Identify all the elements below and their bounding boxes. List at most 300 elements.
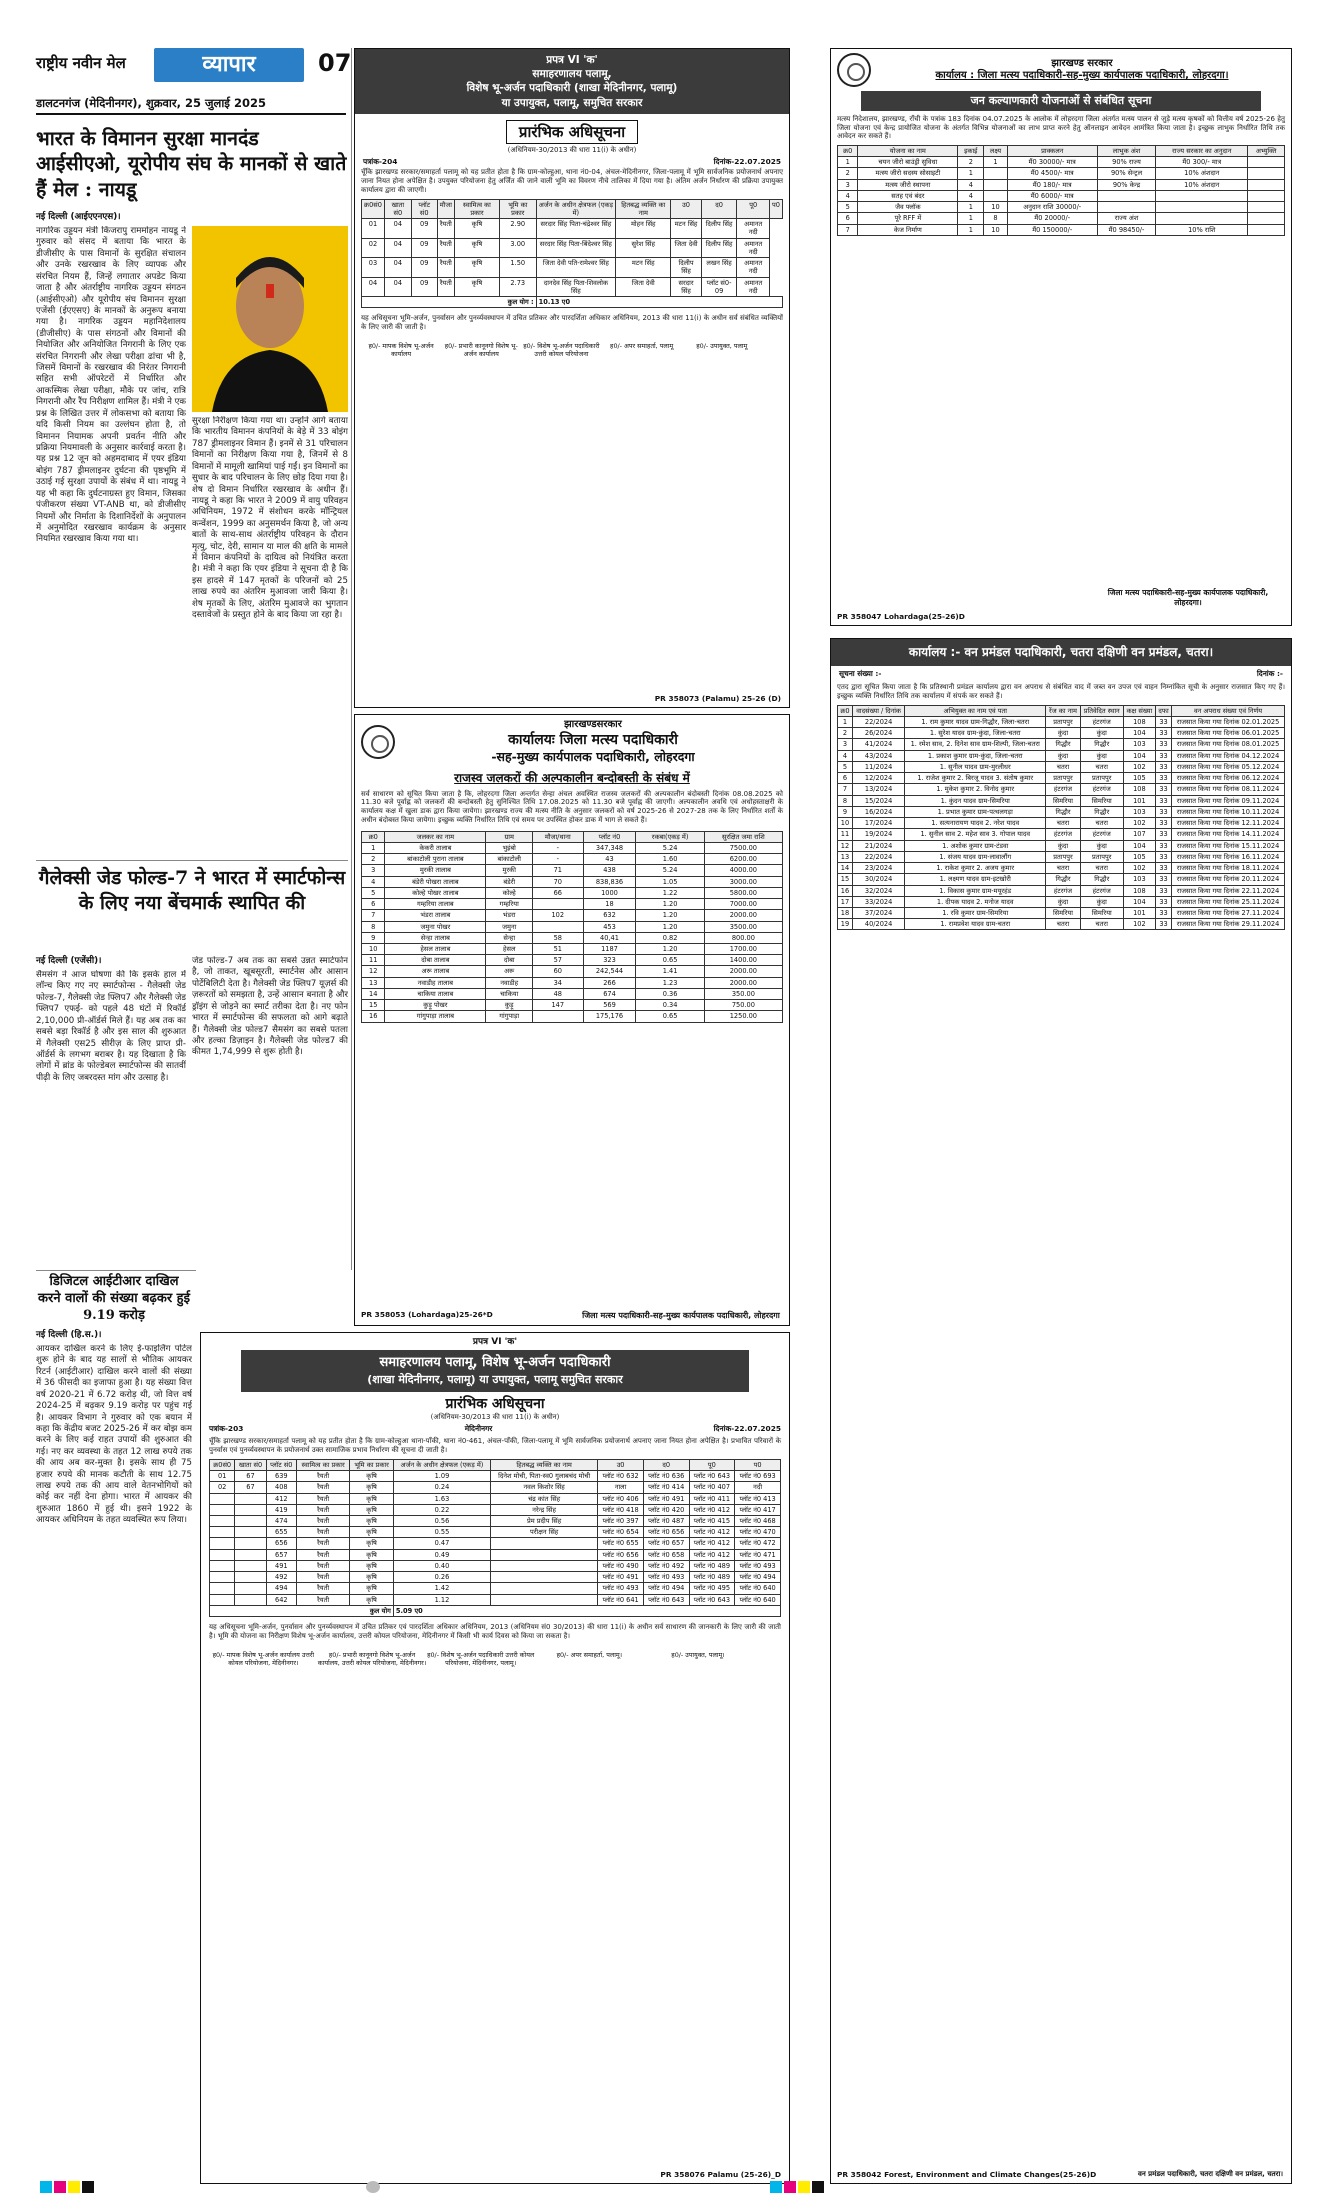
table-cell: प्लॉट नं0 414: [643, 1482, 689, 1493]
table-cell: 04: [362, 277, 385, 296]
story1-col1: नागरिक उड्डयन मंत्री किंजरापु राममोहन नायडू ने गुरुवार को संसद में बताया कि भारत के डीजीसीए के पास विमानों के सुरक्षित संचालन और उनके रखरखाव के लिए व्यापक और संरचित नियम हैं, जिन्हें लगातार अपडेट किया जाता है और अंतर्राष्ट्रीय नागरिक उड्डयन संगठन (आईसीएओ) और यूरोपीय संघ विमानन सुरक्षा एजेंसी (ईएएसए) के मानकों के अनुरूप बनाया गया है। नागरिक उड्डयन महानिदेशालय (डीजीसीए) के पास संगठनों और विमानों की नियोजित और अनियोजित निगरानी के लिए एक संरचित निगरानी और लेखा परीक्षा ढांचा भी है, जिसमें विमानों के रखरखाव की निरंतर निगरानी सहित सभी ऑपरेटरों में निर्धारित और आकस्मिक लेखा परीक्षा, मौके पर जांच, रात्रि निगरानी और रैंप निरीक्षण शामिल हैं। मंत्री ने एक प्रश्न के लिखित उत्तर में लोकसभा को बताया कि यदि किसी नियम का उल्लंघन होता है, तो विमानन नियामक अपनी प्रवर्तन नीति और प्रक्रिया नियमावली के अनुसार कार्रवाई करता है। यह प्रश्न 12 जून को अहमदाबाद में एयर इंडिया बोइंग 787 ड्रीमलाइनर दुर्घटना की पृष्ठभूमि में उठाई गई सुरक्षा उपायों के संबंध में था। नायडू ने यह भी कहा कि दुर्घटनाग्रस्त हुए विमान, जिसका पंजीकरण संख्या VT-ANB था, को डीजीसीए नियमों और निर्माता के दिशानिर्देशों के अनुपालन में अनुमोदित रखरखाव कार्यक्रम के अनुसार नियमित रखरखाव किया गया था।: [36, 226, 186, 545]
table-cell: [235, 1583, 266, 1594]
table-cell: कृषि: [350, 1504, 394, 1515]
table-cell: 15/2024: [852, 795, 904, 806]
table-cell: 9: [362, 932, 385, 943]
palamu-notice-top: [354, 48, 790, 708]
table-cell: नदी: [735, 1482, 781, 1493]
table-cell: 1: [838, 157, 858, 168]
table-cell: 51: [533, 943, 583, 954]
form-label: प्रपत्र VI 'क': [546, 54, 598, 66]
table-cell: मैं0 150000/-: [1007, 224, 1097, 235]
column-header: प0: [735, 1459, 781, 1470]
table-cell: 5.24: [636, 842, 704, 853]
table-cell: कुंदा: [1080, 840, 1123, 851]
table-cell: 90% राज्य: [1097, 157, 1155, 168]
story3-byline: नई दिल्ली (हि.स.)।: [36, 1330, 102, 1340]
table-cell: जिता देवी पति-रामेश्वर सिंह: [536, 258, 615, 277]
table-cell: 1. सुनील साव 2. महेश साव 3. गोपाल यादव: [905, 829, 1046, 840]
column-header: लक्ष्य: [984, 146, 1007, 157]
table-row: [838, 863, 1285, 874]
government-name: झारखण्डसरकार: [564, 719, 622, 730]
table-cell: चतरा: [1046, 863, 1081, 874]
table-row: [362, 219, 783, 238]
table-cell: 5.24: [636, 865, 704, 876]
table-cell: हंटरगंज: [1080, 784, 1123, 795]
table-cell: 105: [1123, 773, 1155, 784]
table-cell: हंटरगंज: [1046, 784, 1081, 795]
total-value: 5.09 ए0: [393, 1605, 780, 1616]
table-cell: कोल्हे: [486, 887, 533, 898]
table-cell: कृषि: [350, 1560, 394, 1571]
table-cell: 1: [958, 213, 984, 224]
table-cell: कुंदा: [1046, 728, 1081, 739]
table-cell: राजसात किया गया दिनांक 15.11.2024: [1172, 840, 1285, 851]
table-cell: हंटरगंज: [1046, 885, 1081, 896]
table-cell: परीक्षन सिंह: [491, 1527, 598, 1538]
notice-body: मत्स्य निदेशालय, झारखण्ड, राँची के पत्रांक 183 दिनांक 04.07.2025 के आलोक में लोहरदगा जिला अंतर्गत मत्स्य पालन से जुड़े मत्स्य कृषकों को वित्तीय वर्ष 2025-26 हेतु जिला योजना एवं केन्द्र प्रायोजित योजना के अंतर्गत विभिन्न योजनाओं का लाभ प्राप्त करने हेतु ऑनलाइन आवेदन आमंत्रित किया जाता है। इच्छुक लाभुक निर्धारित तिथि तक आवेदन कर सकते हैं।: [837, 114, 1285, 141]
land-table: [209, 1459, 781, 1617]
table-cell: 33: [1155, 863, 1171, 874]
officer-name: विशेष भू-अर्जन पदाधिकारी (शाखा मेदिनीनगर, पलामू): [466, 82, 678, 95]
table-cell: 10% राशि: [1156, 224, 1248, 235]
column-header: द0: [643, 1459, 689, 1470]
table-cell: [210, 1549, 235, 1560]
table-cell: प्लॉट नं0 493: [598, 1583, 644, 1594]
table-cell: कुंदा: [1046, 840, 1081, 851]
table-cell: कुंदा: [1080, 896, 1123, 907]
table-cell: 4000.00: [704, 865, 782, 876]
table-cell: [1156, 213, 1248, 224]
table-cell: 1. रवि कुमार ग्राम-सिमरिया: [905, 907, 1046, 918]
table-row: [210, 1549, 781, 1560]
table-cell: 33: [1155, 896, 1171, 907]
dateline: डालटनगंज (मेदिनीनगर), शुक्रवार, 25 जुलाई 2025: [36, 96, 346, 115]
table-row: [362, 932, 783, 943]
table-cell: 33: [1155, 818, 1171, 829]
table-cell: 04: [384, 238, 411, 257]
table-cell: 266: [583, 977, 636, 988]
table-cell: 4: [838, 750, 853, 761]
government-name: झारखण्ड सरकार: [1051, 57, 1113, 69]
table-cell: गिद्धौर: [1080, 874, 1123, 885]
jharkhand-emblem-icon: [837, 53, 871, 87]
table-row: [210, 1538, 781, 1549]
table-cell: प्रतापपुर: [1046, 773, 1081, 784]
table-cell: 242,544: [583, 966, 636, 977]
table-cell: गम्हरिया: [486, 899, 533, 910]
table-cell: प्लॉट नं0 656: [598, 1549, 644, 1560]
table-cell: 3000.00: [704, 876, 782, 887]
signature: ह0/- अपर समाहर्ता, पलामू।: [556, 1650, 623, 1659]
table-row: [838, 773, 1285, 784]
column-header: राज्य सरकार का अनुदान: [1156, 146, 1248, 157]
table-cell: 3.00: [499, 238, 536, 257]
table-cell: [491, 1572, 598, 1583]
table-cell: 101: [1123, 795, 1155, 806]
registration-dot: [366, 2181, 380, 2193]
office-name: कार्यालय :- वन प्रमंडल पदाधिकारी, चतरा दक्षिणी वन प्रमंडल, चतरा।: [831, 639, 1291, 666]
table-row: [362, 842, 783, 853]
table-cell: 1.05: [636, 876, 704, 887]
table-row: [362, 899, 783, 910]
table-cell: 7000.00: [704, 899, 782, 910]
table-cell: 16: [838, 885, 853, 896]
table-cell: राजसात किया गया दिनांक 06.01.2025: [1172, 728, 1285, 739]
table-cell: [1248, 213, 1285, 224]
table-cell: 10% अंशदान: [1156, 168, 1248, 179]
table-cell: 101: [1123, 907, 1155, 918]
table-cell: प्लॉट नं0 490: [598, 1560, 644, 1571]
table-cell: गिद्धौर: [1080, 806, 1123, 817]
table-cell: 13/2024: [852, 784, 904, 795]
table-cell: 2: [838, 168, 858, 179]
table-cell: 19: [838, 919, 853, 930]
signature: ह0/- अपर समाहर्ता, पलामू: [610, 341, 674, 350]
notice-title: प्रारंभिक अधिसूचना: [506, 120, 638, 145]
table-cell: कृषि: [350, 1471, 394, 1482]
column-header: मौजा/थाना: [533, 831, 583, 842]
table-cell: मत्स्य जीरो सदस्य सोसाइटी: [858, 168, 958, 179]
table-cell: 21/2024: [852, 840, 904, 851]
table-cell: अमानत नदी: [737, 258, 770, 277]
table-cell: [210, 1527, 235, 1538]
table-cell: 347,348: [583, 842, 636, 853]
table-cell: 103: [1123, 806, 1155, 817]
table-cell: 1.42: [393, 1583, 490, 1594]
pr-code: PR 358076 Palamu (25-26)_D: [660, 2169, 781, 2179]
table-cell: 474: [266, 1516, 296, 1527]
table-cell: कृषि: [350, 1538, 394, 1549]
table-row: [210, 1482, 781, 1493]
table-cell: 0.24: [393, 1482, 490, 1493]
table-cell: केकरी तालाब: [385, 842, 486, 853]
table-cell: 4: [362, 876, 385, 887]
notice-place: मेदिनीनगर: [464, 1424, 493, 1434]
notice-title: जन कल्याणकारी योजनाओं से संबंधित सूचना: [861, 91, 1261, 111]
table-cell: 5800.00: [704, 887, 782, 898]
table-cell: 4: [838, 190, 858, 201]
table-row: [362, 977, 783, 988]
table-cell: 102: [1123, 818, 1155, 829]
table-cell: चाकिया तालाब: [385, 988, 486, 999]
table-cell: 108: [1123, 716, 1155, 727]
table-cell: 33: [1155, 773, 1171, 784]
notice-date: दिनांक-22.07.2025: [713, 1424, 781, 1434]
table-cell: 5: [362, 887, 385, 898]
table-cell: प्रतापपुर: [1080, 773, 1123, 784]
table-row: [362, 865, 783, 876]
story2-headline: गैलेक्सी जेड फोल्ड-7 ने भारत में स्मार्टफोन्स के लिए नया बेंचमार्क स्थापित की: [38, 867, 346, 914]
column-header: स्वामित्व का प्रकार: [296, 1459, 349, 1470]
notice-footer: यह अधिसूचना भूमि-अर्जन, पुनर्वासन और पुनर्व्यवस्थापन में उचित प्रतिकर एवं पारदर्शिता अधिकार अधिनियम, 2013 (अधिनियम सं0 30/2013) की धारा 11(i) के अधीन सर्व साधारण की जानकारी के लिए जारी की जाती है। भूमि की योजना का निरीक्षण विशेष भू-अर्जन कार्यालय, उत्तरी कोयल परियोजना, मेदिनीनगर में किसी भी कार्य दिवस को किया जा सकता है।: [209, 1623, 781, 1640]
table-cell: चतरा: [1080, 863, 1123, 874]
table-cell: प्रेम प्रदीप सिंह: [491, 1516, 598, 1527]
sub-office: या उपायुक्त, पलामू, समुचित सरकार: [501, 96, 643, 109]
table-cell: भंडरा तालाब: [385, 910, 486, 921]
section-tag: व्यापार: [154, 48, 304, 82]
story2-col2: जेड फोल्ड-7 अब तक का सबसे उन्नत स्मार्टफोन है, जो ताकत, खूबसूरती, स्मार्टनेस और आसान पोर्टेबिलिटी देता है। गैलेक्सी जेड फ्लिप7 यूज़र्स की ज़रूरतों को समझता है, उन्हें आसान बनाता है और ड्रॉइंग से जोड़ने का स्मार्ट तरीका देता है। नए फोन भारत में स्मार्टफोन्स की सफलता को आगे बढ़ाते हैं। गैलेक्सी जेड फोल्ड7 सैमसंग का सबसे पतला और हल्का डिज़ाइन है। गैलेक्सी जेड फोल्ड7 की कीमत 1,74,999 से शुरू होती है।: [192, 956, 348, 1058]
table-row: [838, 919, 1285, 930]
table-cell: कृषि: [350, 1493, 394, 1504]
registration-swatch: [812, 2181, 824, 2193]
table-cell: कुंदा: [1080, 728, 1123, 739]
table-cell: हेसल: [486, 943, 533, 954]
forest-division-notice: [830, 638, 1292, 2184]
fisheries-schemes-notice: [830, 48, 1292, 626]
table-cell: प्लॉट नं0 632: [598, 1471, 644, 1482]
table-cell: 655: [266, 1527, 296, 1538]
table-cell: 108: [1123, 784, 1155, 795]
table-cell: चतरा: [1080, 818, 1123, 829]
table-cell: 90% केन्द्र: [1097, 179, 1155, 190]
table-cell: 90% सेन्ट्रल: [1097, 168, 1155, 179]
table-cell: [533, 921, 583, 932]
table-cell: 0.65: [636, 1011, 704, 1022]
table-cell: प्लॉट नं0 487: [643, 1516, 689, 1527]
notice-body: चूँकि झारखण्ड सरकार/समाहर्ता पलामू को यह प्रतीत होता है कि ग्राम-कोल्हुआ थाना-पाँकी, थाना नं0-461, अंचल-पाँकी, जिला-पलामू में भूमि सार्वजनिक प्रयोजनार्थ अपनाए जाना नियत होना अपेक्षित है। प्रभावित परिवारों के पुनर्वास एवं पुनर्व्यवस्थापन के प्रयोजनार्थ उक्त सामाजिक प्रभाव निर्धारण की सूचना दी जाती है।: [209, 1437, 781, 1455]
signature: ह0/- विशेष भू-अर्जन पदाधिकारी उत्तरी कोयल परियोजना, मेदिनीनगर, पलामू।: [427, 1650, 535, 1667]
table-cell: प्लॉट नं0 412: [689, 1527, 735, 1538]
table-cell: 656: [266, 1538, 296, 1549]
table-cell: गिद्धौर: [1046, 739, 1081, 750]
table-cell: प्रतापपुर: [1046, 851, 1081, 862]
table-cell: [1097, 190, 1155, 201]
table-row: [838, 761, 1285, 772]
story1-headline: भारत के विमानन सुरक्षा मानदंड आईसीएओ, यूरोपीय संघ के मानकों से खाते हैं मेल : नायडू: [36, 127, 347, 201]
divider: [36, 860, 348, 861]
table-cell: रैयती: [296, 1594, 349, 1605]
table-cell: प्लॉट नं0 491: [598, 1572, 644, 1583]
table-cell: 1.60: [636, 854, 704, 865]
table-cell: 8: [838, 795, 853, 806]
table-row: [838, 784, 1285, 795]
table-cell: प्लॉट नं0 658: [643, 1549, 689, 1560]
table-cell: 12: [362, 966, 385, 977]
table-cell: 7: [838, 784, 853, 795]
table-cell: सतह एवं बंदर: [858, 190, 958, 201]
column-header: प्लॉट नं0: [583, 831, 636, 842]
table-cell: 569: [583, 1000, 636, 1011]
table-cell: राजसात किया गया दिनांक 14.11.2024: [1172, 829, 1285, 840]
table-cell: 33: [1155, 795, 1171, 806]
column-header: हितबद्ध व्यक्ति का नाम: [616, 199, 671, 218]
table-cell: प्लॉट नं0 643: [689, 1471, 735, 1482]
table-row: [838, 818, 1285, 829]
table-row: [362, 943, 783, 954]
table-cell: 5: [838, 761, 853, 772]
pr-code: PR 358042 Forest, Environment and Climate Changes(25-26)D: [837, 2169, 1097, 2179]
table-cell: सरदार सिंह पिता-बिंदेश्वर सिंह: [536, 238, 615, 257]
table-cell: 33: [1155, 840, 1171, 851]
notice-title: राजस्व जलकरों की अल्पकालीन बन्दोबस्ती के संबंध में: [454, 770, 690, 785]
table-cell: 102: [533, 910, 583, 921]
table-cell: 33: [1155, 907, 1171, 918]
table-cell: अमानत नदी: [737, 277, 770, 296]
table-cell: प्रतापपुर: [1080, 851, 1123, 862]
story1-photo: [192, 226, 348, 412]
table-cell: राजसात किया गया दिनांक 08.11.2024: [1172, 784, 1285, 795]
table-cell: [235, 1594, 266, 1605]
table-cell: प्लॉट नं0 417: [735, 1504, 781, 1515]
table-row: [362, 910, 783, 921]
column-header: रेंज का नाम: [1046, 705, 1081, 716]
table-cell: प्लॉट नं0 420: [643, 1504, 689, 1515]
column-header: लाभुक अंश: [1097, 146, 1155, 157]
table-cell: 1: [362, 842, 385, 853]
table-cell: 147: [533, 1000, 583, 1011]
table-cell: 66: [533, 887, 583, 898]
table-cell: गिद्धौर: [1046, 806, 1081, 817]
table-cell: 1: [958, 202, 984, 213]
signatory: जिला मत्स्य पदाधिकारी-सह-मुख्य कार्यपालक पदाधिकारी, लोहरदगा: [582, 1311, 780, 1320]
table-cell: बांकाटोली: [486, 854, 533, 865]
table-cell: 70: [533, 876, 583, 887]
column-header: क्र0: [838, 705, 853, 716]
table-cell: रैयती: [296, 1549, 349, 1560]
page-number: 07: [318, 49, 352, 77]
office-subtitle: -सह-मुख्य कार्यपालक पदाधिकारी, लोहरदगा: [491, 749, 695, 764]
table-cell: 1.63: [393, 1493, 490, 1504]
table-cell: [1156, 190, 1248, 201]
table-cell: 6200.00: [704, 854, 782, 865]
table-cell: [210, 1504, 235, 1515]
table-cell: रैयती: [437, 258, 454, 277]
table-cell: 33: [1155, 739, 1171, 750]
office-name: समाहरणालय पलामू, विशेष भू-अर्जन पदाधिकारी: [379, 1355, 611, 1371]
table-row: [210, 1583, 781, 1594]
table-cell: 0.56: [393, 1516, 490, 1527]
story2-byline: नई दिल्ली (एजेंसी)।: [36, 956, 102, 966]
table-cell: [210, 1560, 235, 1571]
table-cell: 10: [362, 943, 385, 954]
table-cell: 23/2024: [852, 863, 904, 874]
table-cell: [235, 1572, 266, 1583]
table-cell: 1.22: [636, 887, 704, 898]
signature: ह0/- उपायुक्त, पलामू: [696, 341, 748, 350]
table-cell: केज निर्माण: [858, 224, 958, 235]
table-cell: प्लॉट नं0 640: [735, 1583, 781, 1594]
table-cell: 33: [1155, 716, 1171, 727]
table-row: [838, 750, 1285, 761]
table-cell: 1: [958, 224, 984, 235]
table-cell: बंडेरी पोखरा तालाब: [385, 876, 486, 887]
table-row: [362, 955, 783, 966]
table-row: [838, 179, 1285, 190]
table-cell: सिमरिया: [1080, 795, 1123, 806]
table-cell: 0.40: [393, 1560, 490, 1571]
table-cell: 175,176: [583, 1011, 636, 1022]
table-cell: 494: [266, 1583, 296, 1594]
table-cell: राजसात किया गया दिनांक 20.11.2024: [1172, 874, 1285, 885]
table-cell: चंद्र कांत सिंह: [491, 1493, 598, 1504]
act-reference: (अधिनियम-30/2013 की धारा 11(i) के अधीन): [507, 146, 637, 155]
table-cell: प्लॉट नं0 471: [735, 1549, 781, 1560]
office-name: समाहरणालय पलामू,: [532, 68, 612, 81]
table-cell: 17/2024: [852, 818, 904, 829]
table-cell: [1248, 168, 1285, 179]
story2-col1: सैमसंग ने आज घोषणा की कि इसके हाल में लॉन्च किए गए नए स्मार्टफोन्स - गैलेक्सी जेड फोल्ड-7, गैलेक्सी जेड फ्लिप7 और गैलेक्सी जेड फ्लिप7 एफई- को पहले 48 घंटों में रिकॉर्ड 2,10,000 प्री-ऑर्डर्स मिले हैं। यह अब तक का सबसे बड़ा रिकॉर्ड है और इस साल की शुरुआत में गैलेक्सी एस25 सीरीज़ के लिए प्राप्त प्री-ऑर्डर्स के लगभग बराबर है। यह दिखाता है कि लोगों में ब्रांड के फोल्डेबल स्मार्टफोन्स की सातवीं पीढ़ी के लिए जबरदस्त मांग और उत्साह है।: [36, 970, 186, 1083]
table-cell: 10% अंशदान: [1156, 179, 1248, 190]
table-cell: हंटरगंज: [1080, 885, 1123, 896]
column-header: अर्जन के अधीन क्षेत्रफल (एकड़ में): [536, 199, 615, 218]
table-cell: 71: [533, 865, 583, 876]
table-cell: रैयती: [296, 1516, 349, 1527]
table-cell: 2: [838, 728, 853, 739]
table-cell: राजसात किया गया दिनांक 29.11.2024: [1172, 919, 1285, 930]
table-cell: [533, 1011, 583, 1022]
table-cell: 37/2024: [852, 907, 904, 918]
table-cell: 1. विकास कुमार ग्राम-मयूरहंड: [905, 885, 1046, 896]
divider: [36, 1270, 196, 1271]
waterbody-table: [361, 831, 783, 1023]
table-cell: [210, 1594, 235, 1605]
table-cell: [1248, 179, 1285, 190]
registration-swatch: [770, 2181, 782, 2193]
table-cell: 4: [958, 179, 984, 190]
column-header: ग्राम: [486, 831, 533, 842]
table-cell: प्लॉट नं0 470: [735, 1527, 781, 1538]
table-cell: सुरेश सिंह: [616, 238, 671, 257]
column-header: खाता सं0: [235, 1459, 266, 1470]
column-header: क्र0: [362, 831, 385, 842]
office-name: कार्यालयः जिला मत्स्य पदाधिकारी: [508, 731, 678, 748]
column-header: क्र0: [838, 146, 858, 157]
table-cell: प्लॉट नं0 641: [598, 1594, 644, 1605]
table-cell: रैयती: [296, 1572, 349, 1583]
table-cell: गिद्धौर: [1080, 739, 1123, 750]
table-cell: 33/2024: [852, 896, 904, 907]
table-row: [362, 258, 783, 277]
table-cell: 11: [362, 955, 385, 966]
table-cell: राजसात किया गया दिनांक 08.01.2025: [1172, 739, 1285, 750]
signature-block: [355, 338, 789, 362]
table-cell: जमुना पोखर: [385, 921, 486, 932]
table-cell: 04: [384, 219, 411, 238]
table-cell: मुरकी तालाब: [385, 865, 486, 876]
table-cell: चतरा: [1046, 761, 1081, 772]
table-cell: राज्य अंश: [1097, 213, 1155, 224]
table-row: [210, 1594, 781, 1605]
table-cell: 323: [583, 955, 636, 966]
table-cell: 1.12: [393, 1594, 490, 1605]
palamu-notice-bottom: [200, 1332, 790, 2184]
total-label: कुल योग: [210, 1605, 394, 1616]
table-cell: 1.09: [393, 1471, 490, 1482]
table-cell: 03: [362, 258, 385, 277]
table-cell: कुड़ू: [486, 1000, 533, 1011]
table-row: [838, 795, 1285, 806]
table-cell: सिमरिया: [1046, 795, 1081, 806]
table-cell: 1000: [583, 887, 636, 898]
table-cell: 12: [838, 840, 853, 851]
table-row: [362, 966, 783, 977]
table-cell: गम्हरिया तालाब: [385, 899, 486, 910]
table-row: [838, 739, 1285, 750]
table-cell: प्लॉट नं0 491: [643, 1493, 689, 1504]
table-cell: रैयती: [437, 219, 454, 238]
table-cell: 105: [1123, 851, 1155, 862]
table-cell: प्लॉट नं0 657: [643, 1538, 689, 1549]
table-cell: 1. मुकेश कुमार 2. विनोद कुमार: [905, 784, 1046, 795]
table-cell: राजसात किया गया दिनांक 06.12.2024: [1172, 773, 1285, 784]
table-row: [362, 1011, 783, 1022]
table-cell: 09: [411, 219, 437, 238]
table-cell: कृषि: [350, 1549, 394, 1560]
column-header: स्वामित्व का प्रकार: [454, 199, 499, 218]
table-cell: 33: [1155, 919, 1171, 930]
column-header: प0: [770, 199, 783, 218]
